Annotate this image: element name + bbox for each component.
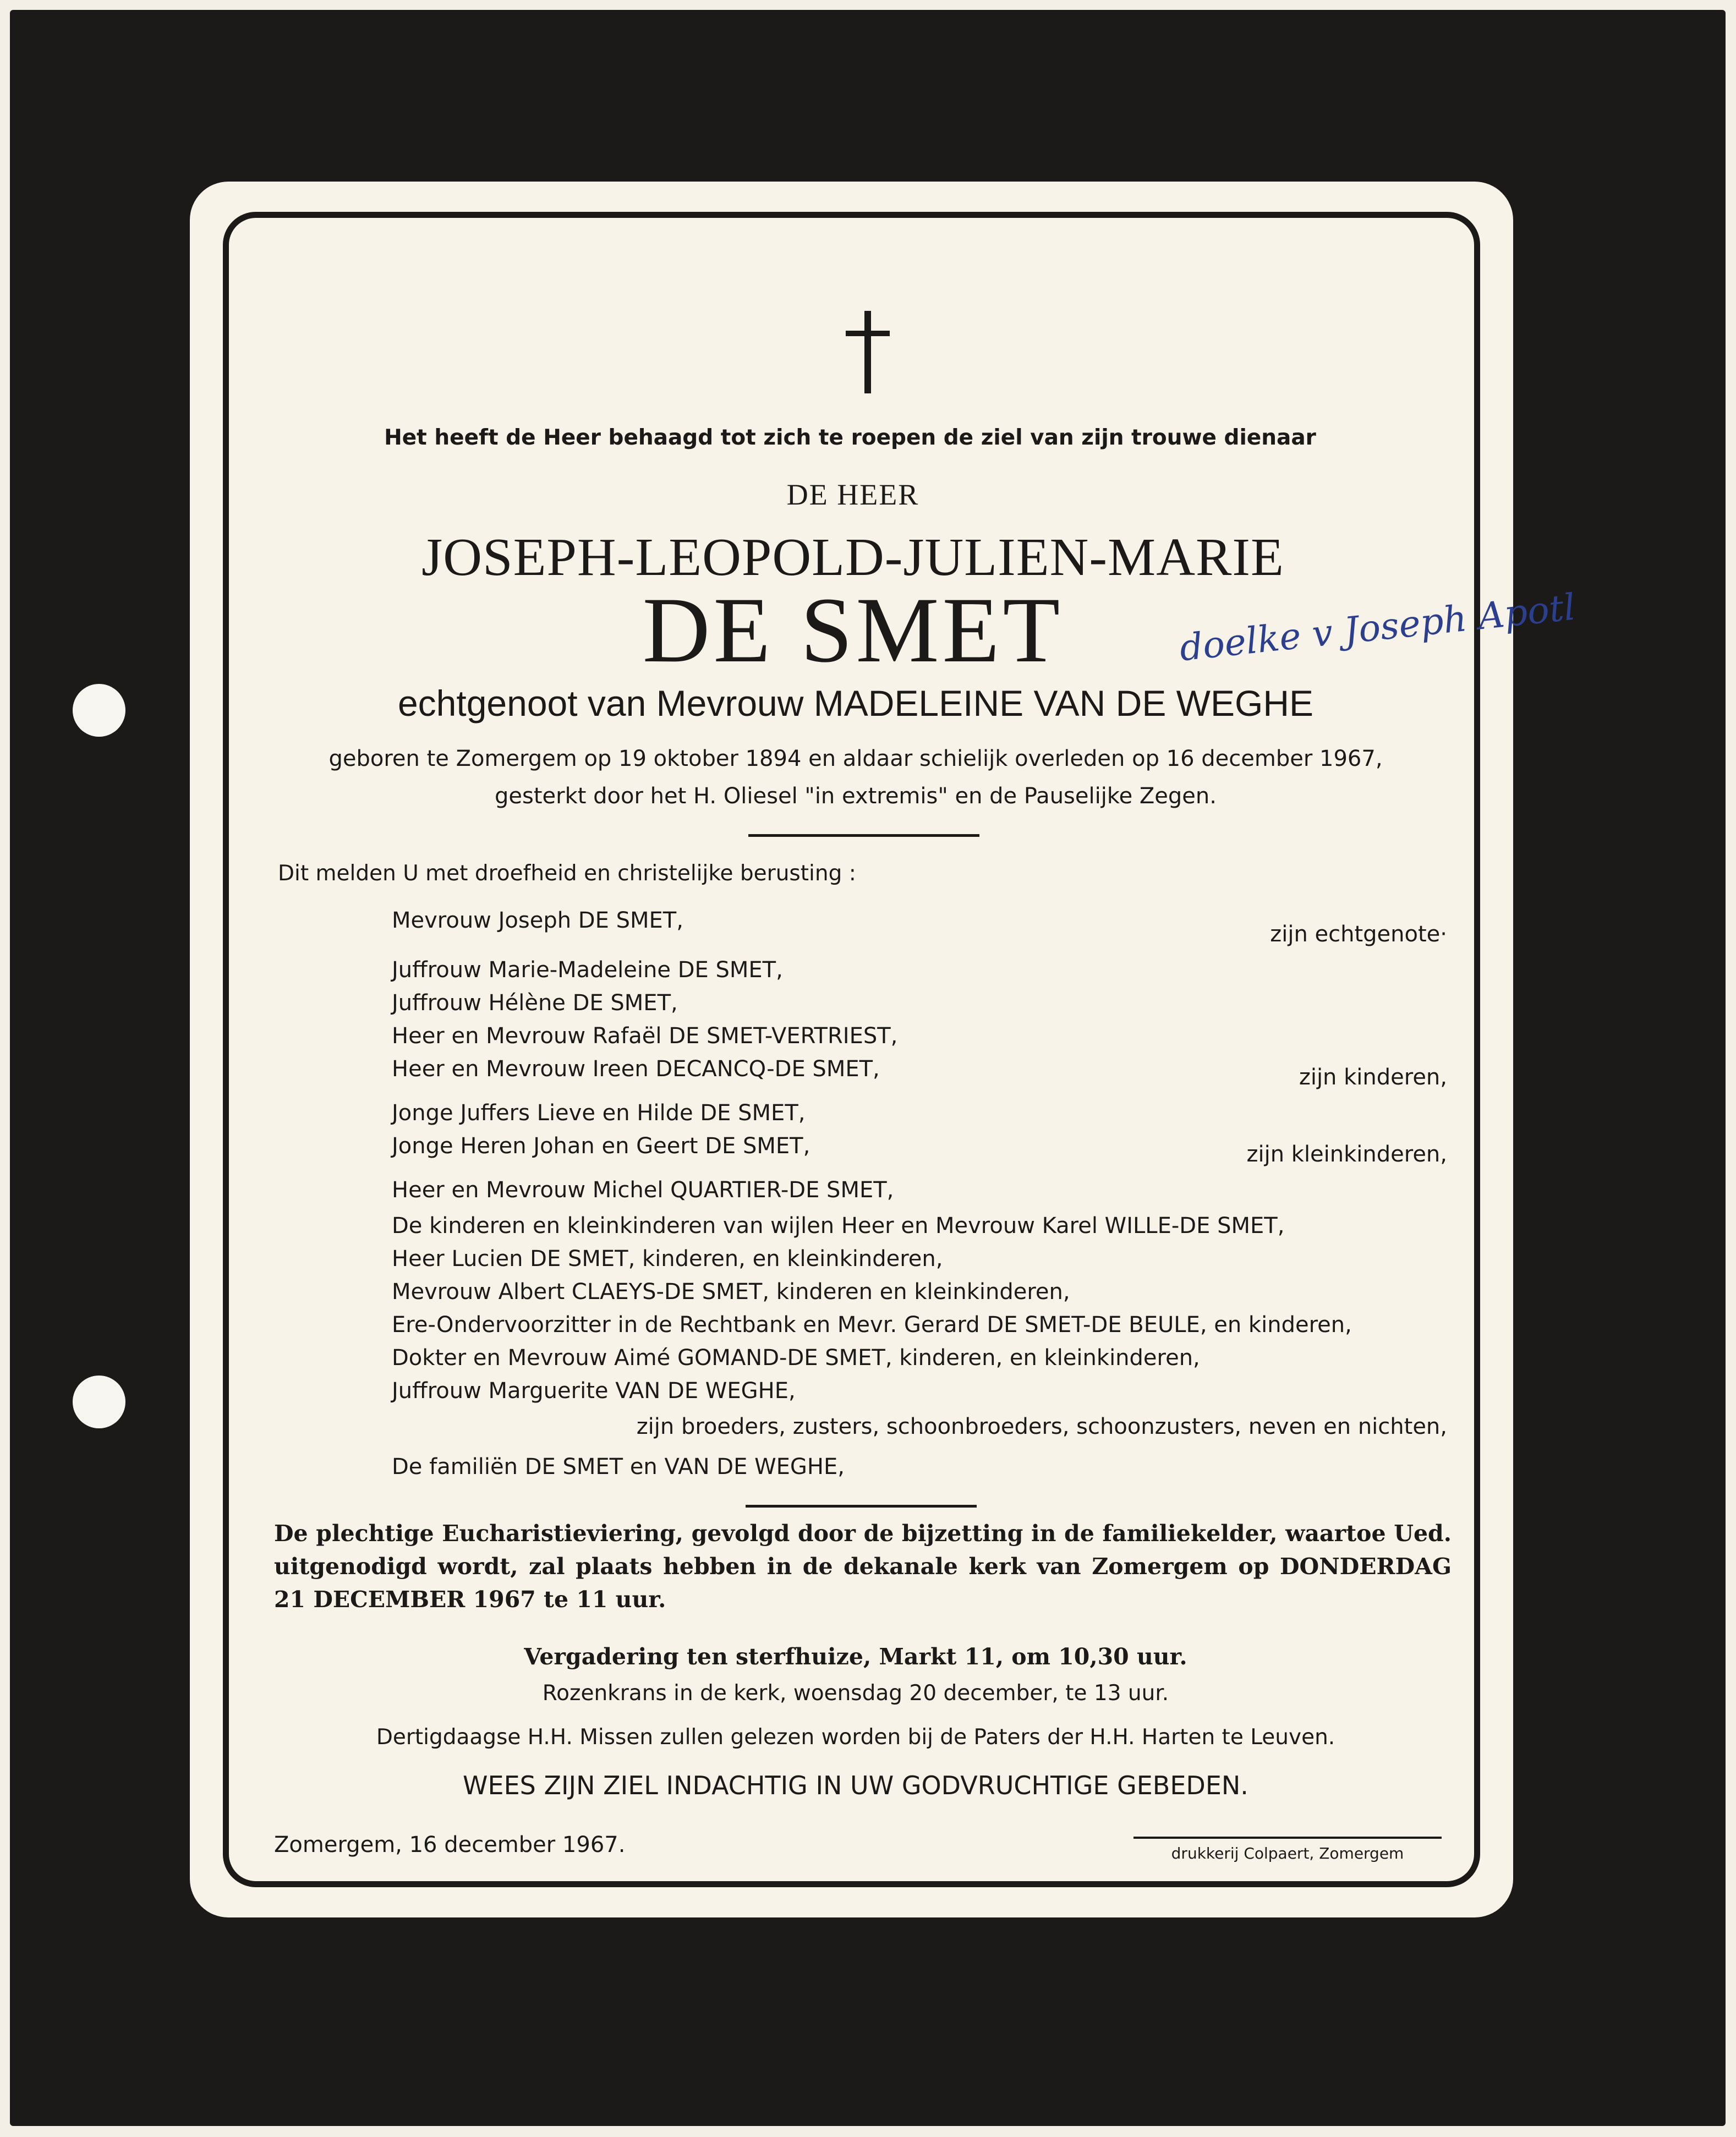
cross-icon <box>846 311 890 393</box>
siblings-relation: zijn broeders, zusters, schoonbroeders, schoonzusters, neven en nichten, <box>636 1414 1447 1439</box>
rosary-line: Rozenkrans in de kerk, woensdag 20 december, te 13 uur. <box>542 1681 1169 1706</box>
mourner-name: Mevrouw Joseph DE SMET, <box>392 908 683 933</box>
mourner-name: Juffrouw Marguerite VAN DE WEGHE, <box>392 1378 796 1404</box>
gathering-line: Vergadering ten sterfhuize, Markt 11, om 10,30 uur. <box>524 1643 1187 1670</box>
ceremony-line: De plechtige Eucharistieviering, gevolgd door de bijzetting in de familiekelder, waartoe Ued. <box>274 1520 1452 1547</box>
mourner-name: Ere-Ondervoorzitter in de Rechtbank en Mevr. Gerard DE SMET-DE BEULE, en kinderen, <box>392 1312 1352 1338</box>
card-border <box>223 212 1480 1887</box>
printer-credit: drukkerij Colpaert, Zomergem <box>1171 1844 1404 1862</box>
mourner-name: Jonge Juffers Lieve en Hilde DE SMET, <box>392 1100 806 1126</box>
intro-text: Het heeft de Heer behaagd tot zich te roepen de ziel van zijn trouwe dienaar <box>384 425 1316 450</box>
mourner-name: Juffrouw Hélène DE SMET, <box>392 990 678 1016</box>
surname: DE SMET <box>642 578 1064 682</box>
mourner-relation: zijn echtgenote· <box>1270 922 1447 947</box>
sacraments-line: gesterkt door het H. Oliesel "in extremis" en de Pauselijke Zegen. <box>495 783 1217 809</box>
mourner-name: De kinderen en kleinkinderen van wijlen Heer en Mevrouw Karel WILLE-DE SMET, <box>392 1213 1285 1239</box>
ceremony-line: uitgenodigd wordt, zal plaats hebben in de dekanale kerk van Zomergem op DONDERDAG <box>274 1553 1452 1580</box>
birth-death-line: geboren te Zomergem op 19 oktober 1894 en aldaar schielijk overleden op 16 december 1967, <box>328 746 1383 771</box>
punch-hole-top <box>73 684 125 737</box>
mourner-name: Heer en Mevrouw Michel QUARTIER-DE SMET, <box>392 1177 894 1203</box>
families-line: De familiën DE SMET en VAN DE WEGHE, <box>392 1454 845 1480</box>
prayer-line: WEES ZIJN ZIEL INDACHTIG IN UW GODVRUCHTIGE GEBEDEN. <box>463 1771 1248 1800</box>
mourner-name: Jonge Heren Johan en Geert DE SMET, <box>392 1133 811 1159</box>
place-date: Zomergem, 16 december 1967. <box>274 1832 626 1857</box>
divider-middle <box>746 1505 977 1508</box>
mourner-relation: zijn kleinkinderen, <box>1246 1142 1447 1167</box>
mourner-name: Heer en Mevrouw Ireen DECANCQ-DE SMET, <box>392 1056 880 1082</box>
mourner-name: Mevrouw Albert CLAEYS-DE SMET, kinderen en kleinkinderen, <box>392 1279 1070 1305</box>
handwritten-note: doelke v Joseph Apotl <box>1178 585 1578 670</box>
spouse-line: echtgenoot van Mevrouw MADELEINE VAN DE WEGHE <box>397 683 1314 724</box>
mourner-relation: zijn kinderen, <box>1299 1065 1447 1090</box>
honorific: DE HEER <box>786 478 919 511</box>
mourner-name: Juffrouw Marie-Madeleine DE SMET, <box>392 957 783 983</box>
ceremony-line: 21 DECEMBER 1967 te 11 uur. <box>274 1586 666 1613</box>
announcement: Dit melden U met droefheid en christelijke berusting : <box>278 861 856 886</box>
printer-rule <box>1133 1837 1442 1839</box>
masses-line: Dertigdaagse H.H. Missen zullen gelezen worden bij de Paters der H.H. Harten te Leuven. <box>376 1725 1335 1750</box>
mourner-name: Heer Lucien DE SMET, kinderen, en kleinkinderen, <box>392 1246 943 1272</box>
divider-top <box>748 834 979 837</box>
mourner-name: Heer en Mevrouw Rafaël DE SMET-VERTRIEST, <box>392 1023 898 1049</box>
mourner-name: Dokter en Mevrouw Aimé GOMAND-DE SMET, kinderen, en kleinkinderen, <box>392 1345 1200 1371</box>
punch-hole-bottom <box>73 1376 125 1428</box>
given-names: JOSEPH-LEOPOLD-JULIEN-MARIE <box>421 528 1284 587</box>
